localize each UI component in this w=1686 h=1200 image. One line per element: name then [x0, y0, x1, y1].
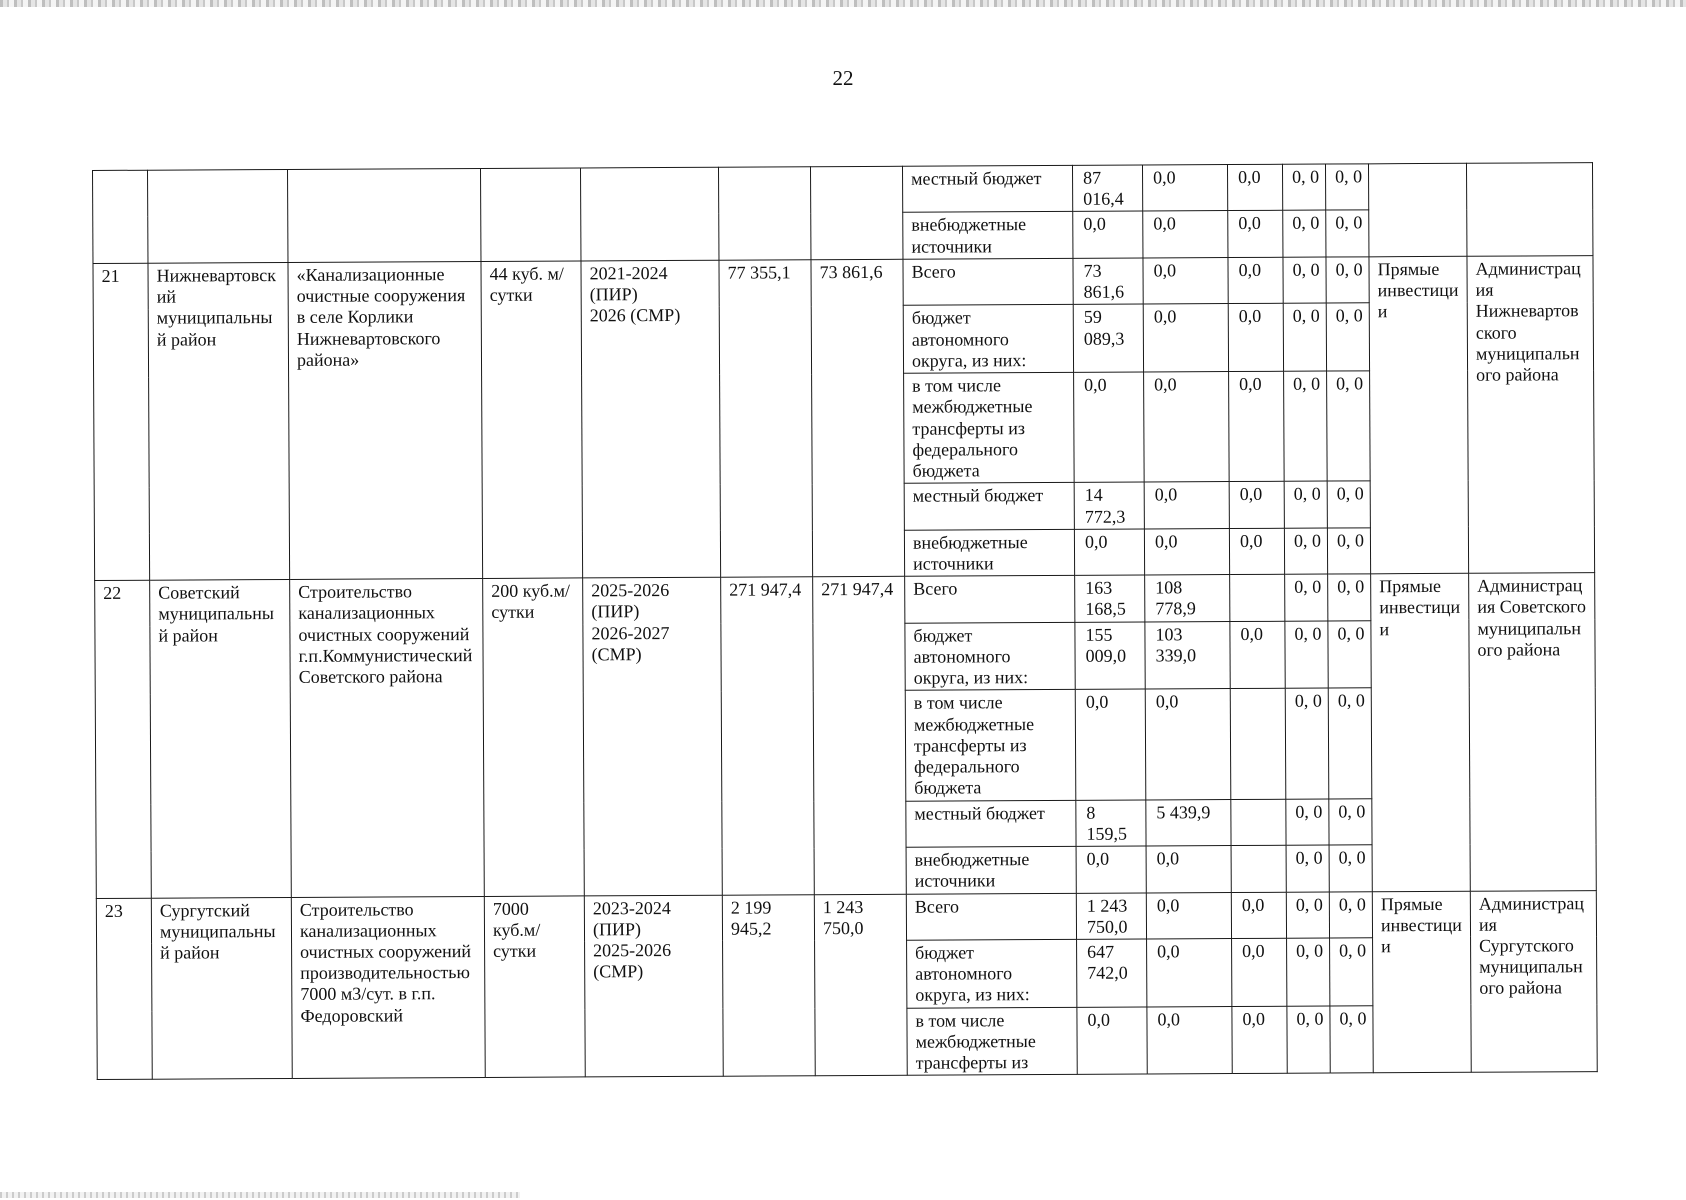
amount-year-3: 0,0 — [1229, 528, 1284, 575]
amount-year-3: 0,0 — [1229, 371, 1285, 481]
amount-year-3: 0,0 — [1228, 257, 1283, 304]
budget-table-body — [93, 163, 1598, 1080]
amount-year-4: 0, 0 — [1282, 164, 1325, 211]
municipality-name: Нижневартовский муниципальный район — [148, 262, 290, 580]
estimated-cost-cell — [718, 167, 810, 260]
amount-year-4: 0, 0 — [1286, 892, 1329, 939]
amount-year-5: 0, 0 — [1326, 257, 1369, 304]
investment-mechanism: Прямые инвестиции — [1372, 891, 1471, 1073]
capacity-cell — [480, 168, 580, 261]
amount-year-5: 0, 0 — [1328, 574, 1371, 621]
remaining-cost: 73 861,6 — [811, 259, 905, 577]
amount-year-2: 108 778,9 — [1145, 575, 1230, 622]
amount-year-4: 0, 0 — [1285, 688, 1329, 798]
amount-year-3: 0,0 — [1228, 304, 1283, 372]
row-number: 21 — [93, 263, 150, 581]
document-sheet — [92, 162, 1597, 1080]
amount-year-2: 0,0 — [1147, 1006, 1232, 1074]
amount-year-2: 0,0 — [1144, 372, 1230, 483]
amount-year-3: 0,0 — [1228, 211, 1283, 258]
amount-year-3 — [1231, 845, 1286, 892]
amount-year-2: 103 339,0 — [1145, 621, 1230, 689]
amount-year-2: 5 439,9 — [1146, 799, 1231, 846]
amount-year-4: 0, 0 — [1287, 938, 1330, 1006]
responsible-body: Администрация Сургутского муниципального района — [1470, 890, 1597, 1073]
amount-year-4: 0, 0 — [1284, 528, 1327, 575]
budget-table — [92, 162, 1598, 1080]
investment-mechanism: Прямые инвестиции — [1369, 256, 1469, 574]
amount-year-3: 0,0 — [1227, 164, 1282, 211]
municipality-name: Сургутский муниципальный район — [151, 897, 292, 1080]
funding-source: внебюджетные источники — [903, 212, 1073, 259]
amount-year-2: 0,0 — [1143, 257, 1228, 304]
amount-year-5: 0, 0 — [1327, 371, 1371, 481]
responsible-body: Администрация Нижневартовского муниципального района — [1467, 256, 1595, 574]
period-line: (СМР) — [593, 961, 644, 982]
amount-year-1: 647 742,0 — [1077, 939, 1147, 1007]
amount-year-5: 0, 0 — [1330, 1005, 1373, 1073]
period-line: 2023-2024 — [592, 897, 671, 918]
amount-year-4: 0, 0 — [1283, 257, 1326, 304]
amount-year-4: 0, 0 — [1283, 211, 1326, 258]
investment-mechanism: Прямые инвестиции — [1371, 574, 1471, 892]
amount-year-1: 0,0 — [1074, 372, 1145, 483]
period-line: 2026-2027 — [591, 622, 670, 644]
amount-year-3 — [1230, 574, 1285, 621]
estimated-cost: 271 947,4 — [721, 577, 815, 895]
construction-period — [581, 260, 721, 578]
funding-row — [93, 256, 1593, 310]
amount-year-4: 0, 0 — [1284, 481, 1327, 528]
construction-period — [584, 895, 723, 1078]
period-line: 2025-2026 — [593, 939, 672, 961]
amount-year-2: 0,0 — [1146, 892, 1231, 939]
amount-year-3: 0,0 — [1231, 892, 1286, 939]
amount-year-1: 73 861,6 — [1073, 258, 1143, 305]
object-cell — [287, 168, 480, 262]
period-line: 2026 (СМР) — [589, 305, 681, 326]
amount-year-2: 0,0 — [1143, 304, 1228, 372]
funding-row — [95, 573, 1595, 627]
funding-row — [96, 890, 1596, 944]
amount-year-3 — [1230, 689, 1286, 799]
row-number: 22 — [95, 580, 152, 898]
amount-year-5: 0, 0 — [1325, 164, 1368, 211]
funding-source: местный бюджет — [902, 165, 1072, 212]
remaining-cost: 271 947,4 — [813, 576, 907, 894]
amount-year-4: 0, 0 — [1286, 799, 1329, 846]
num-cell — [93, 170, 148, 263]
amount-year-4: 0, 0 — [1287, 1006, 1330, 1074]
object-name: Строительство канализационных очистных сооружений производительностью 7000 м3/сут. в г.п. Федоровский — [291, 896, 485, 1079]
object-name: Строительство канализационных очистных сооружений г.п.Коммунистический Советского района — [290, 579, 485, 897]
responsible-body: Администрация Советского муниципального района — [1469, 573, 1597, 891]
object-name: «Канализационные очистные сооружения в селе Корлики Нижневартовского района» — [288, 261, 483, 579]
amount-year-5: 0, 0 — [1328, 688, 1372, 798]
amount-year-5: 0, 0 — [1329, 798, 1372, 845]
amount-year-5: 0, 0 — [1330, 938, 1373, 1006]
amount-year-4: 0, 0 — [1286, 845, 1329, 892]
amount-year-3: 0,0 — [1232, 938, 1287, 1006]
amount-year-2: 0,0 — [1142, 165, 1227, 212]
capacity: 44 куб. м/ сутки — [481, 261, 583, 579]
amount-year-2: 0,0 — [1143, 211, 1228, 258]
period-cell — [580, 167, 718, 261]
amount-year-2: 0,0 — [1145, 689, 1231, 800]
amount-year-1: 1 243 750,0 — [1076, 892, 1146, 939]
amount-year-5: 0, 0 — [1329, 891, 1372, 938]
amount-year-5: 0, 0 — [1328, 620, 1371, 688]
period-line: 2025-2026 — [591, 580, 670, 601]
amount-year-1: 0,0 — [1074, 529, 1144, 576]
period-line: 2021-2024 — [589, 262, 668, 284]
amount-year-4: 0, 0 — [1285, 574, 1328, 621]
amount-year-1: 163 168,5 — [1075, 575, 1145, 622]
mechanism-cell — [1368, 163, 1466, 256]
amount-year-3: 0,0 — [1232, 1006, 1287, 1074]
amount-year-4: 0, 0 — [1285, 621, 1328, 689]
continuation-row — [93, 163, 1593, 217]
estimated-cost: 77 355,1 — [719, 260, 813, 578]
amount-year-5: 0, 0 — [1329, 845, 1372, 892]
funding-source: местный бюджет — [904, 483, 1074, 530]
funding-source: Всего — [905, 576, 1075, 623]
funding-source: Всего — [903, 258, 1073, 305]
period-line: (СМР) — [591, 644, 642, 665]
amount-year-5: 0, 0 — [1327, 528, 1370, 575]
amount-year-4: 0, 0 — [1283, 303, 1326, 371]
amount-year-5: 0, 0 — [1326, 210, 1369, 257]
period-line: (ПИР) — [592, 918, 642, 940]
amount-year-2: 0,0 — [1147, 939, 1232, 1007]
funding-source: бюджет автономного округа, из них: — [903, 305, 1073, 374]
amount-year-1: 0,0 — [1077, 1007, 1147, 1075]
remaining-cost: 1 243 750,0 — [814, 894, 907, 1076]
amount-year-1: 0,0 — [1075, 689, 1146, 800]
amount-year-5: 0, 0 — [1327, 481, 1370, 528]
funding-source: Всего — [906, 893, 1076, 940]
funding-source: бюджет автономного округа, из них: — [907, 939, 1077, 1008]
row-number: 23 — [96, 898, 152, 1080]
capacity: 200 куб.м/сутки — [483, 578, 585, 896]
amount-year-5: 0, 0 — [1326, 303, 1369, 371]
amount-year-1: 87 016,4 — [1072, 165, 1142, 212]
funding-source: внебюджетные источники — [906, 846, 1076, 893]
funding-source: в том числе межбюджетные трансферты из федерального бюджета — [904, 372, 1075, 483]
funding-source: в том числе межбюджетные трансферты из — [907, 1007, 1077, 1076]
remaining-cost-cell — [810, 166, 902, 259]
amount-year-3: 0,0 — [1229, 482, 1284, 529]
responsible-cell — [1466, 163, 1592, 257]
capacity: 7000 куб.м/ сутки — [484, 895, 585, 1077]
amount-year-1: 14 772,3 — [1074, 482, 1144, 529]
page-number: 22 — [832, 66, 854, 90]
amount-year-1: 0,0 — [1073, 211, 1143, 258]
funding-source: в том числе межбюджетные трансферты из федерального бюджета — [905, 690, 1076, 801]
amount-year-2: 0,0 — [1144, 528, 1229, 575]
amount-year-1: 8 159,5 — [1076, 800, 1146, 847]
scan-edge-top — [0, 0, 1686, 7]
amount-year-3 — [1231, 799, 1286, 846]
municipality-name: Советский муниципальный район — [150, 580, 292, 898]
period-line: (ПИР) — [591, 601, 640, 622]
amount-year-1: 59 089,3 — [1073, 304, 1143, 372]
amount-year-1: 0,0 — [1076, 846, 1146, 893]
scan-edge-bottom — [0, 1192, 520, 1198]
municipality-cell — [148, 169, 288, 263]
funding-source: местный бюджет — [906, 800, 1076, 847]
funding-source: внебюджетные источники — [904, 529, 1074, 576]
estimated-cost: 2 199 945,2 — [722, 894, 815, 1076]
amount-year-3: 0,0 — [1230, 621, 1285, 689]
amount-year-2: 0,0 — [1144, 482, 1229, 529]
construction-period — [583, 577, 723, 895]
period-line: (ПИР) — [589, 284, 638, 305]
amount-year-1: 155 009,0 — [1075, 622, 1145, 690]
funding-source: бюджет автономного округа, из них: — [905, 622, 1075, 691]
amount-year-4: 0, 0 — [1284, 371, 1328, 481]
amount-year-2: 0,0 — [1146, 846, 1231, 893]
